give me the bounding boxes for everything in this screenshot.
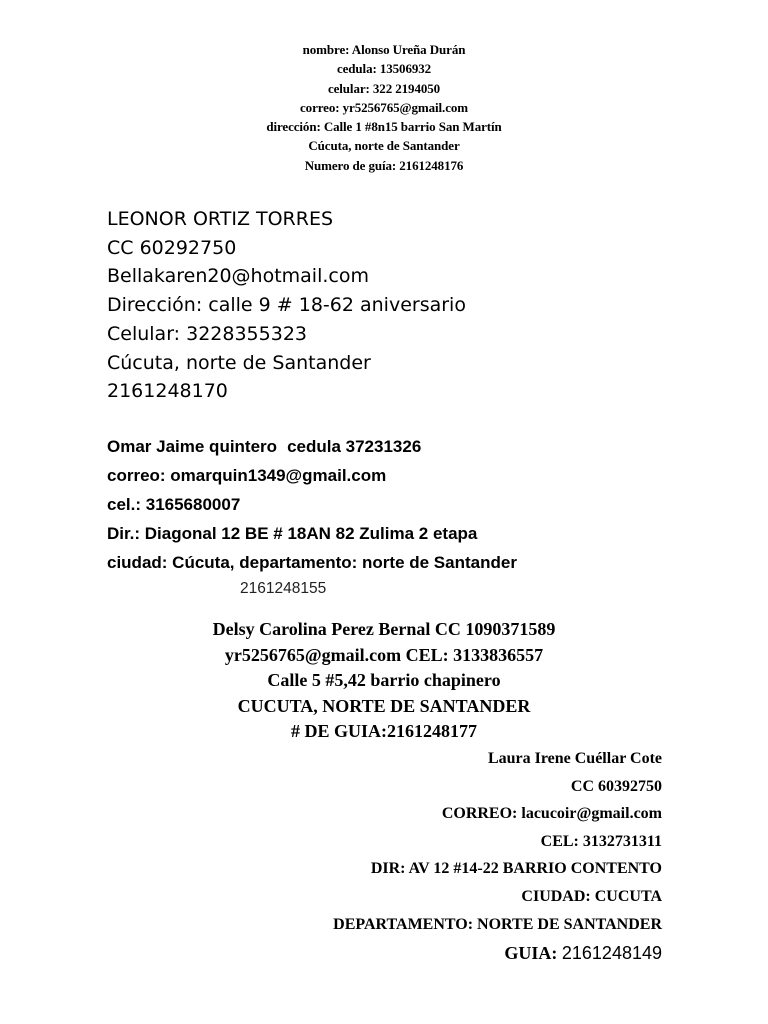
record-line: Dirección: calle 9 # 18-62 aniversario xyxy=(107,294,466,317)
record-line: CC 60392750 xyxy=(570,777,662,795)
record-line: Bellakaren20@hotmail.com xyxy=(107,265,369,288)
record-delsy xyxy=(0,617,768,745)
record-line: yr5256765@gmail.com CEL: 3133836557 xyxy=(224,644,544,665)
record-line: CC 60292750 xyxy=(107,236,237,259)
record-line: CEL: 3132731311 xyxy=(540,832,662,850)
guia-label: GUIA: xyxy=(504,943,558,964)
record-guide-number: 2161248155 xyxy=(240,580,327,597)
record-line: Celular: 3228355323 xyxy=(107,322,308,345)
guia-number: 2161248149 xyxy=(561,943,662,964)
record-line: correo: yr5256765@gmail.com xyxy=(300,99,468,115)
record-line: CIUDAD: CUCUTA xyxy=(521,887,662,905)
record-line: celular: 322 2194050 xyxy=(327,80,441,96)
record-line: Calle 5 #5,42 barrio chapinero xyxy=(267,670,501,690)
record-line: nombre: Alonso Ureña Durán xyxy=(302,42,466,57)
record-line: 2161248170 xyxy=(107,380,228,403)
record-name-line xyxy=(107,432,727,461)
record-line: Laura Irene Cuéllar Cote xyxy=(487,750,662,767)
record-line: DEPARTAMENTO: NORTE DE SANTANDER xyxy=(333,915,662,933)
record-line: DIR: AV 12 #14-22 BARRIO CONTENTO xyxy=(370,860,662,878)
record-line: # DE GUIA:2161248177 xyxy=(290,721,477,741)
record-laura xyxy=(0,745,662,968)
record-name: Omar Jaime quintero xyxy=(107,437,278,456)
record-line: ciudad: Cúcuta, departamento: norte de Santander xyxy=(107,553,517,572)
record-line: Cúcuta, norte de Santander xyxy=(107,351,371,374)
record-line: Dir.: Diagonal 12 BE # 18AN 82 Zulima 2 etapa xyxy=(107,524,478,543)
record-line: correo: omarquin1349@gmail.com xyxy=(107,466,387,485)
record-omar xyxy=(107,432,727,601)
record-alonso xyxy=(0,40,768,175)
record-line: CORREO: lacucoir@gmail.com xyxy=(441,805,662,823)
record-line: cedula: 13506932 xyxy=(336,61,432,77)
record-cedula: cedula 37231326 xyxy=(287,437,422,456)
record-leonor xyxy=(107,205,707,406)
record-line: Numero de guía: 2161248176 xyxy=(304,157,464,173)
record-line: CUCUTA, NORTE DE SANTANDER xyxy=(237,695,531,716)
record-line: dirección: Calle 1 #8n15 barrio San Martín xyxy=(266,119,502,135)
record-line: Delsy Carolina Perez Bernal CC 1090371589 xyxy=(212,619,556,639)
record-line: LEONOR ORTIZ TORRES xyxy=(107,208,334,230)
record-line: Cúcuta, norte de Santander xyxy=(308,138,460,154)
record-guia-line xyxy=(0,938,662,968)
record-line: cel.: 3165680007 xyxy=(107,495,241,514)
